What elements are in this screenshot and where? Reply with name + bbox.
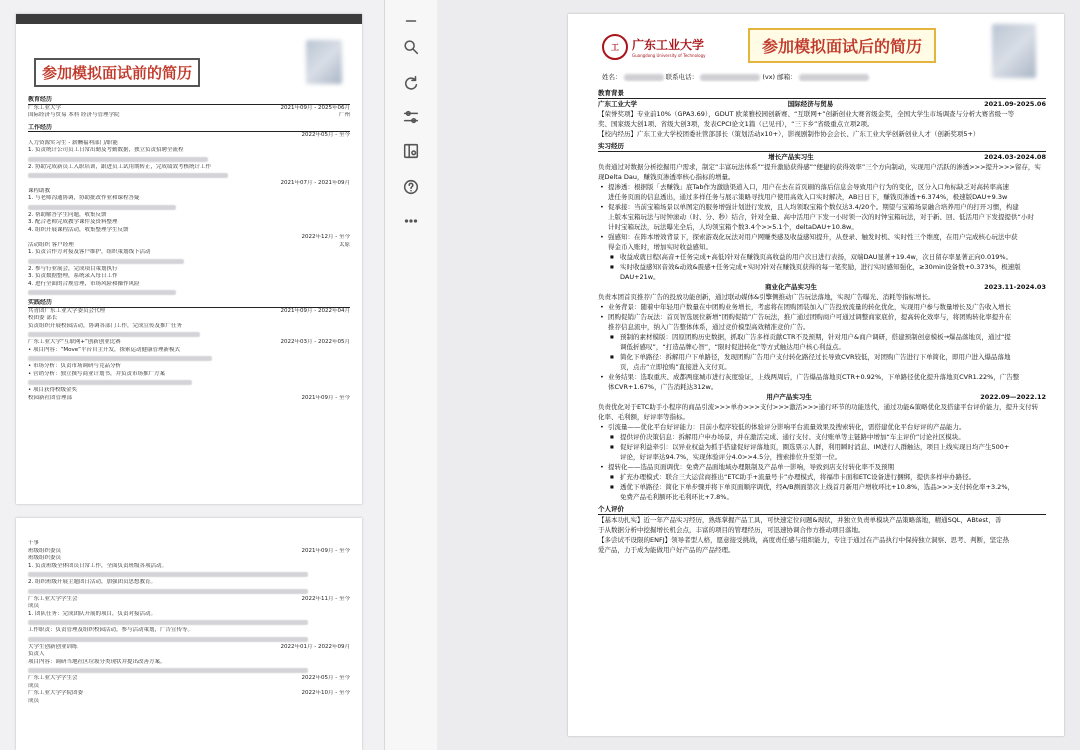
role-name: 增长产品实习生 [768,153,814,161]
continuation-line: 得金币入账时，增加实时收益感知。 [608,243,712,251]
line-left: 3. 负责数据整理，系统录入每日工作 [28,273,118,279]
bullet-line: • 促承接：当前宝箱场景以单图定的服务增强计划进行发放，且人均领取宝箱个数仅达3.4/20个。期望与宝箱场景融合培养用户的打开习惯，构建 [598,202,1046,212]
bullet-line: • 业务背景：随着中年轻用户数量在中团购业务增长，考虑将在团购团装加入广告投放流量的转化优化，实现用户参与数量增长及广告收入增长 [598,302,1046,312]
date-range: 2024.03-2024.08 [984,153,1046,161]
line-left: 广东工业大学“互联网+”创新创业比赛 [28,339,121,345]
line-left: 校团委 部长 [28,315,58,321]
text-line: 【荣誉奖项】专业前10%（GPA3.69），GDUT 欧莱雅校园创新赛、“互联网+”创新创业大赛省级金奖，全国大学生市场调查与分析大赛省级一等 [598,110,1015,118]
section-title: 工作经历 [28,124,350,133]
continuation-line: 评论，好评率达94.7%，实现体验评分4.0>>4.5分，搜索排位升至第一位。 [620,453,842,461]
experience-header [598,282,1046,292]
line-left: 负责人 [28,651,45,657]
redacted-text [28,332,200,337]
search-icon[interactable] [398,34,424,60]
resume-line [28,690,350,698]
resume-line [28,195,350,203]
resume-line [28,281,350,289]
section-title: 个人评价 [598,504,1046,515]
resume-line [28,164,350,172]
line-left: 大学生创新创业训练 [28,643,78,650]
university-logo [602,34,705,60]
date-range: 2021.09-2025.06 [984,100,1046,108]
line-right: 广州 [338,112,350,118]
line-left: 干事 [28,540,40,546]
line-left: • 市场分析：负责市场调研与竞品分析 [28,363,121,369]
section-title: 教育背景 [598,88,1046,99]
sub-bullet-line: ■ 透优下单路径：简化下单步骤并将下单页面顺序调优，经A/B测面第次上线首月新用户增收环比+10.8%，选品>>>支付转化率+3.2%， [598,482,1046,492]
role-name: 用户产品实习生 [766,393,812,401]
resume-before-body [28,92,350,402]
resume-line [28,339,350,347]
bullet-line: • 提转化——选品页面调优：免费产品面地域办理限制及产品单一影响，导致到店支付转化率不及预期 [598,462,1046,472]
contact-line [602,72,1002,82]
resume-line [28,140,350,148]
redacted-text [28,637,308,642]
redacted-text [28,572,308,577]
resume-line [28,548,350,556]
line-right: 2021年07月 - 2021年09月 [280,180,350,186]
line-right: 太原 [338,241,350,248]
line-left: 1. 负责合作方对接及客户维护，组织策划线下活动 [28,249,151,255]
text-line: 【基本功扎实】近一年产品实习经历，熟练掌握产品工具，可快速定位问题&现状，并独立负责单模块产品策略落地，精通SQL，ABtest，善 [598,516,1002,524]
line-left: 负责组织开展校园活动，协调各部门工作，完成宣传及推广任务 [28,322,183,329]
line-left: 成员 [28,697,40,704]
redacted-email [799,74,869,81]
sub-bullet-line: ■ 促好评利益牵引：以异业权益为抓手搭建促好评落地页，圈选票示人群，利用瞬时消息、IM进行人群触达，项目上线实现日均产生500+ [598,442,1046,452]
resume-line [28,363,350,371]
redacted-text [28,356,212,361]
line-left: 国际经济与贸易 本科 经济与管理学院 [28,112,120,118]
after-label: 参加模拟面试后的简历 [748,28,936,63]
line-left: 课程助教 [28,187,51,194]
resume-line [28,308,350,316]
text-line: 【校内经历】广东工业大学校团委社管部部长（策划活动x10+），影视剧制作协会会长、广东工业大学创新创业人才（创新奖项5+） [598,130,980,138]
line-right: 2022年10月 - 至今 [301,690,350,696]
right-document-pane[interactable] [437,0,1080,750]
page-header-bar [16,14,362,24]
line-left: 成员 [28,603,40,609]
resume-line [28,273,350,281]
line-left: 4. 进行全面的合规管理，市场风险和操作风险 [28,280,140,287]
line-left: 2. 参与行业展会，完成项目策划执行 [28,265,118,272]
bullet-line: • 提渗透：根据版「去赚钱」底Tab作为激励渠道入口，用户在去在首页刷的落后信息会导致用户行为的变化，区分入口角标缺乏对高转率高速 [598,182,1046,192]
resume-before-page-2-body [28,540,350,705]
continuation-line: 计时宝箱玩法，玩法曝光全后，人均领宝箱个数3.4个>>5.1个，deltaDAU+10.8w。 [608,223,858,231]
resume-line [28,659,350,667]
redacted-text [28,157,208,162]
resume-line [28,266,350,274]
sub-bullet-line: ■ 收益成就日程(高音+任务完成+高低)针对在赚钱页高收益的用户次日进行表扬，双端DAU显著+19.4w，次日留存率显著正向0.019%。 [598,252,1046,262]
bullet-line: • 业务结果：选取重庆、成都两座城市进行灰度验证，上线两周后，广告爆品落地页CTR+0.92%，下单路径优化提升落地页CVR1.22%，广告整 [598,372,1046,382]
sub-bullet-line: ■ 实时收益感知(音效&动效&震感+任务完成+实时)针对在赚钱页获得的每一笔奖励，进行实时感知强化，≥30min设备数+0.373%，极速版 [598,262,1046,272]
resume-before-page-1 [16,14,362,504]
continuation-line: 体CVR+1.67%，广告消耗达312w。 [608,383,718,391]
continuation-line: 页，点击“立即抢购”直接进入支付页。 [620,363,731,371]
resume-line [28,112,350,120]
phone-label: 联系电话： [665,73,699,81]
line-left: 广东工业大学 [28,104,62,111]
resume-line [28,603,350,611]
text-line: 爱产品，力于成为能做用户好产品的产品经理。 [598,546,735,554]
line-left: 广东工业大学学生会 [28,595,78,602]
sub-bullet-line: ■ 简化下单路径：拆解用户下单路径，发现团购广告用户支付转化路径过长导致CVR较低，对团购广告进行下单简化，即用户进入爆品落地 [598,352,1046,362]
resume-line [28,180,350,188]
line-right: 2021年09月 - 2025年06月 [280,104,350,111]
redacted-text [28,589,308,594]
redacted-text [28,620,308,625]
resume-after-body [598,86,1046,555]
line-left: 人力资源实习生 - 薪酬福利部门/职能 [28,139,118,146]
line-left: • 营销分析：独立撰写商业计划书，并负责市场推广方案 [28,370,165,377]
before-label: 参加模拟面试前的简历 [34,58,200,87]
line-left: 活动组织 客户经理 [28,241,74,248]
redacted-text [28,668,308,673]
line-left: 班级组织委员 [28,547,62,554]
resume-line [28,387,350,395]
text-line: 奖、国家级大创1项、省级大创3项，发表CPCI论文1篇（已见刊），“三下乡”省级重点立项2项。 [598,120,874,128]
org-name: 广东工业大学 [598,100,637,108]
resume-line [28,683,350,691]
text-line: 于从数据分析中挖掘增长机会点，丰富的项目的管理经历，可迅速协调合作方推动项目落地。 [598,526,865,534]
resume-line [28,212,350,220]
resume-line [28,596,350,604]
line-left: 1. 与老师沟通协调，协助批改作业和课程答疑 [28,195,140,201]
experience-header [598,99,1046,109]
resume-line [28,611,350,619]
text-line: 【多尝试不设限的ENFJ】领导者型人格，愿意接受挑战，高度责任感与组织能力，专注于通过在产品执行中保持独立洞察、思考、判断，坚定热 [598,536,1010,544]
refresh-icon[interactable] [398,70,424,96]
continuation-line: 调低折感叹”，“打造品牌心智”，“限时促进转化”等方式触达用户核心利益点。 [620,343,845,351]
resume-line [28,651,350,659]
experience-header [598,152,1046,162]
resume-line [28,371,350,379]
logo-text: 广东工业大学 [632,38,705,52]
sub-bullet-line: ■ 扩充办理模式：联合三大运营商推出“ETC助手+流量号卡”办理模式，将福串卡面和ETC设备进行捆绑，提供多样申办路径。 [598,472,1046,482]
resume-line [28,234,350,242]
line-right: 2021年09月 - 至今 [301,394,350,401]
line-left: 1. 团队任务：完成团队开展的项目，负责对接活动。 [28,610,156,617]
resume-line [28,627,350,635]
redacted-text [28,205,176,210]
redacted-text [28,173,228,178]
resume-before-page-2 [16,518,362,750]
sub-bullet-line: ■ 预制的素材模版：因原团购历史数据，抓取广告多样贡献CTR不及预期，针对用户&商户调研，搭建预制创意模板→爆品落地页，通过“提 [598,332,1046,342]
line-right: 2021年09月 - 至今 [301,547,350,554]
resume-line [28,540,350,548]
resume-line [28,323,350,331]
text-line: 负责优化对于ETC助手小程序的商品引流>>>单办>>>支付>>>激活>>>通行环节的功能迭代，通过功能&策略优化及搭建平台评价能力，提升支付转 [598,403,1039,411]
redacted-text [28,259,184,264]
section-title: 教育经历 [28,96,350,105]
book-icon[interactable] [398,138,424,164]
line-left: 校园新社团管理部 [28,394,73,401]
continuation-line: 免费产品毛利额环比毛利环比+7.8%。 [620,493,733,501]
line-right: 2022年12月 - 至今 [301,234,350,240]
email-label: 邮箱： [777,73,797,81]
line-left: 2. 协助完成新员工入职培训，跟进员工试用期转正，完成绩效考核统计工作 [28,163,211,170]
resume-line [28,188,350,196]
line-left: 工作职责：负责管理及组织校园活动，参与活动策划，广告宣传等。 [28,627,194,633]
resume-line [28,563,350,571]
resume-line [28,644,350,652]
resume-line [28,315,350,323]
line-left: 2. 帮助解答学生问题，收集反馈 [28,211,107,218]
resume-line [28,698,350,706]
resume-line [28,395,350,403]
sliders-icon[interactable] [398,104,424,130]
line-left: 1. 负责统计公司员工日常出勤及考勤数据，独立负责招聘全流程 [28,147,184,153]
redacted-phone [700,74,760,81]
avatar [306,40,342,84]
text-line: 负责本团首页推荐广告的投放功能创新，通过联动媒体&引擎侧推动广告玩法落地，实现广告曝光、消耗等指标增长。 [598,293,935,301]
sub-bullet-line: ■ 提供评价决策信息：拆解用户申办场景，并在激活完成、通行支付、支付账单等主链路中增加“车主评价”讨论社区模块。 [598,432,1046,442]
line-right: 2022年05月 - 至今 [301,675,350,681]
continuation-line: 上版本宝箱玩法与时钟滚动（时、分、秒）结合，针对全量、高中活用户下发一小时领一次的时钟宝箱玩法，对于新、回、低活用户下发提提供“小时 [608,213,1034,221]
line-left: 3. 配合老师完成教学课件及资料整理 [28,219,118,225]
line-right: 2022年03月 - 2022年05月 [280,339,350,345]
more-icon[interactable] [398,208,424,234]
line-left: • 项目获得校级金奖 [28,387,77,393]
resume-line [28,242,350,250]
resume-line [28,249,350,257]
name-label: 姓名： [602,73,622,81]
logo-subtext: Guangdong University of Technology [632,53,706,58]
redacted-text [28,380,192,385]
date-range: 2022.09—2022.12 [980,393,1046,401]
line-right: 2022年11月 - 至今 [301,595,350,602]
line-right: 2022年05月 - 至今 [301,132,350,138]
resume-after-page [568,14,1064,736]
line-right: 2021年09月 - 2022年04月 [280,307,350,314]
bullet-line: • 团购促销广告玩法：首页智选展位新增“团购促销”广告玩法，推广通过团购商户可通过调整商家底价，提高转化效率与，将团购转化率提升在 [598,312,1046,322]
section-title: 实习经历 [598,141,1046,152]
experience-header [598,392,1046,402]
redacted-name [624,74,664,81]
line-left: 1. 负责班级全体团员日常工作，全面负责班级各项活动。 [28,562,167,569]
section-title: 实践经历 [28,299,350,308]
avatar [992,24,1036,78]
line-left: 广东工业大学学生会 [28,675,78,681]
minus-icon[interactable] [398,8,424,34]
line-right: 2022年01月 - 2022年09月 [280,643,350,650]
line-left: 成员 [28,682,40,689]
line-left: 班级组织委员 [28,555,62,561]
resume-line [28,227,350,235]
role-name: 国际经济与贸易 [787,100,834,108]
line-left: 2. 组织班级开展主题团日活动，加强团员思想教育。 [28,579,156,585]
text-line: 化率、毛利额，好评率等指标。 [598,413,689,421]
role-name: 商业化产品实习生 [765,283,818,291]
date-range: 2023.11-2024.03 [984,283,1046,291]
continuation-line: 进任务页面的信息透出，通过多样任务与展示策略寻找用户使用高效入口实时解决，AB日日下，赚钱页渗透+6.374%，极速版DAU+9.3w [608,193,1008,201]
text-line: 负责通过对数据分析挖掘用户需求，制定“丰富玩法体系”“提升激励获得感”“便捷的获得效率”三个方向制动，实现用户活跃的渗透>>>提升>>>留存，实 [598,163,1041,171]
resume-line [28,579,350,587]
bullet-line: • 强感知：在阵本增效背景下，探索游戏化玩法对用户网赚类感及收益感知提升，从登录、触发时机、实时性三个维度，在用户完成核心玩法中获 [598,232,1046,242]
text-line: 现Delta Dau，赚钱页渗透率核心指标的增量。 [598,173,735,181]
help-icon[interactable] [398,174,424,200]
viewer-toolbar [384,0,438,750]
line-left: 广东工业大学学院团委 [28,690,84,696]
left-document-pane[interactable] [0,0,384,750]
bullet-line: • 引流量——优化平台好评能力：目前小程序较低的体验评分影响平台流量效果及搜索转化，需搭建优化平台好评的产品能力。 [598,422,1046,432]
line-left: • 项目内容：“Move”平台自主开发，探索运动健康管理新模式 [28,346,180,353]
resume-line [28,219,350,227]
university-seal-icon: 工 [602,34,628,60]
continuation-line: 推荐信息流中，纳入广告整体体系，通过竞价模型高效精准竞价广告。 [608,323,810,331]
resume-line [28,347,350,355]
line-left: 共青团广东工业大学委员会代理 [28,307,106,314]
resume-line [28,147,350,155]
continuation-line: DAU+21w。 [620,273,660,281]
line-left: 项目内容：调研当地社区垃圾分类现状并提出改善方案。 [28,658,166,665]
resume-line [28,132,350,140]
resume-line [28,675,350,683]
resume-line [28,105,350,113]
vx-label: (vx) [762,73,776,81]
resume-line [28,555,350,563]
line-left: 4. 组织开展课程活动，收集整理学生反馈 [28,226,129,233]
redacted-text [28,290,176,295]
